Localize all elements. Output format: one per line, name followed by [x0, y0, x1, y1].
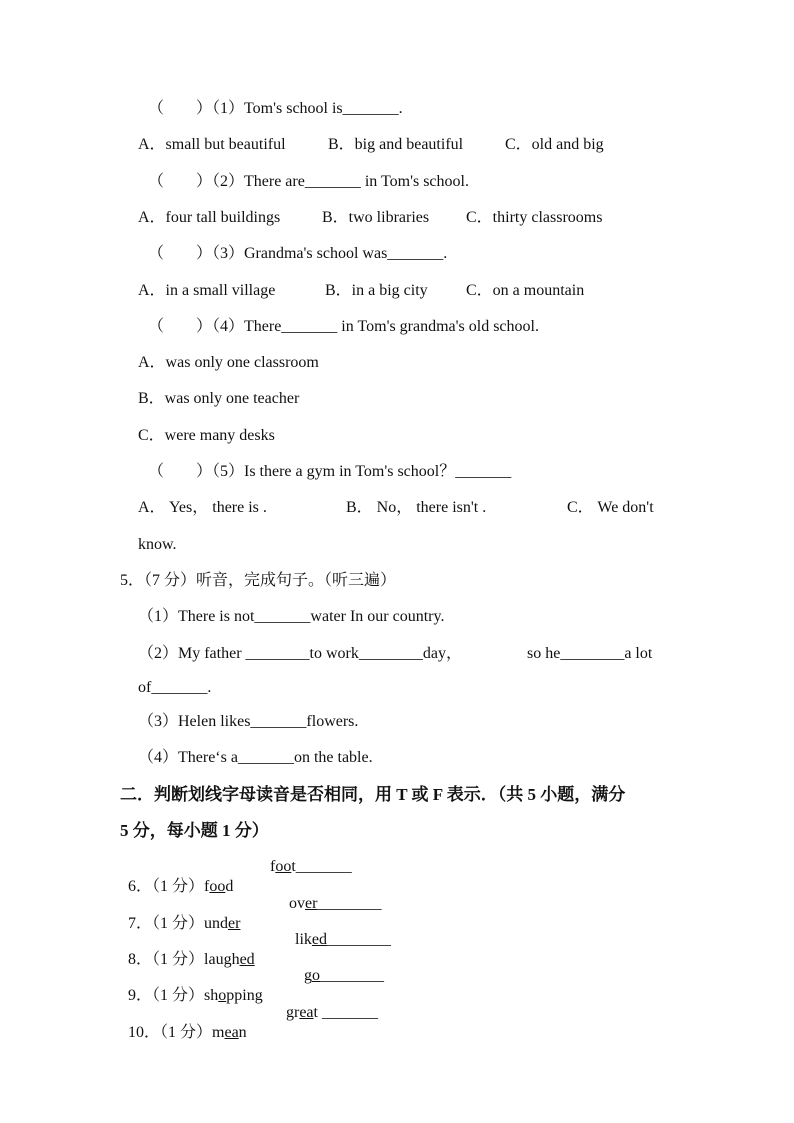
- phonics-item-10: [120, 1003, 247, 1043]
- section-2-title: 二．判断划线字母读音是否相同，用 T 或 F 表示．（共 5 小题，满分: [120, 785, 626, 804]
- q4-1-stem: （ ）（1）Tom's school is_______.: [148, 100, 403, 117]
- q5-sentence-3: （3）Helen likes_______flowers.: [138, 713, 359, 730]
- phonics-item-10-word-2: great _______: [286, 1004, 378, 1021]
- word-1: shopping: [204, 987, 263, 1004]
- q4-2-option-b: B．two libraries: [322, 209, 430, 226]
- item-number: 6．（1 分）: [128, 878, 205, 895]
- item-number: 7．（1 分）: [128, 915, 205, 932]
- q4-2-stem: （ ）（2）There are_______ in Tom's school.: [148, 173, 469, 190]
- item-number: 8．（1 分）: [128, 951, 205, 968]
- q5-sentence-2-wrap: of_______.: [138, 679, 212, 696]
- word-1: laughed: [204, 951, 255, 968]
- q4-3-stem: （ ）（3）Grandma's school was_______.: [148, 245, 448, 262]
- answer-blank: ________: [320, 967, 384, 984]
- q5-sentence-2: （2）My father ________to work________day，: [138, 645, 462, 662]
- q4-1-option-a: A．small but beautiful: [138, 136, 286, 153]
- q5-header: 5．（7 分）听音，完成句子。（听三遍）: [120, 572, 397, 589]
- q4-1-option-c: C．old and big: [505, 136, 604, 153]
- q5-sentence-4: （4）There‘s a_______on the table.: [138, 749, 373, 766]
- item-number: 9．（1 分）: [128, 987, 205, 1004]
- q4-3-option-a: A．in a small village: [138, 282, 276, 299]
- q4-4-option-b: B．was only one teacher: [138, 390, 300, 407]
- phonics-item-8: [120, 930, 255, 970]
- q4-5-option-c-wrap: know.: [138, 536, 177, 553]
- q4-2-option-a: A．four tall buildings: [138, 209, 281, 226]
- phonics-item-9: [120, 966, 263, 1006]
- item-number: 10．（1 分）: [128, 1024, 213, 1041]
- q4-3-option-b: B．in a big city: [325, 282, 428, 299]
- q4-5-option-b: B． No， there isn't .: [346, 499, 487, 516]
- q4-4-option-a: A．was only one classroom: [138, 354, 319, 371]
- word-1: mean: [212, 1024, 247, 1041]
- phonics-item-7-word-2: over________: [289, 895, 382, 912]
- q4-3-option-c: C．on a mountain: [466, 282, 585, 299]
- section-2-title-cont: 5 分，每小题 1 分）: [120, 821, 269, 840]
- q4-5-option-a: A． Yes， there is .: [138, 499, 267, 516]
- phonics-item-6-word-2: foot_______: [270, 858, 352, 875]
- phonics-item-7: [120, 894, 240, 934]
- q5-sentence-2-cont: so he________a lot: [527, 645, 653, 662]
- q4-5-stem: （ ）（5）Is there a gym in Tom's school？_______: [148, 463, 512, 480]
- phonics-item-9-word-2: go________: [304, 967, 384, 984]
- q4-5-option-c: C． We don't: [567, 499, 654, 516]
- q5-sentence-1: （1）There is not_______water In our country.: [138, 608, 445, 625]
- answer-blank: ________: [327, 931, 391, 948]
- q4-4-stem: （ ）（4）There_______ in Tom's grandma's old school.: [148, 318, 539, 335]
- answer-blank: _______: [295, 858, 352, 875]
- q4-4-option-c: C．were many desks: [138, 427, 275, 444]
- q4-1-option-b: B．big and beautiful: [328, 136, 464, 153]
- word-1: food: [204, 878, 234, 895]
- answer-blank: ________: [317, 895, 382, 912]
- q4-2-option-c: C．thirty classrooms: [466, 209, 603, 226]
- word-1: under: [204, 915, 241, 932]
- phonics-item-8-word-2: liked________: [295, 931, 391, 948]
- answer-blank: _______: [317, 1004, 378, 1021]
- phonics-item-6: [120, 857, 233, 897]
